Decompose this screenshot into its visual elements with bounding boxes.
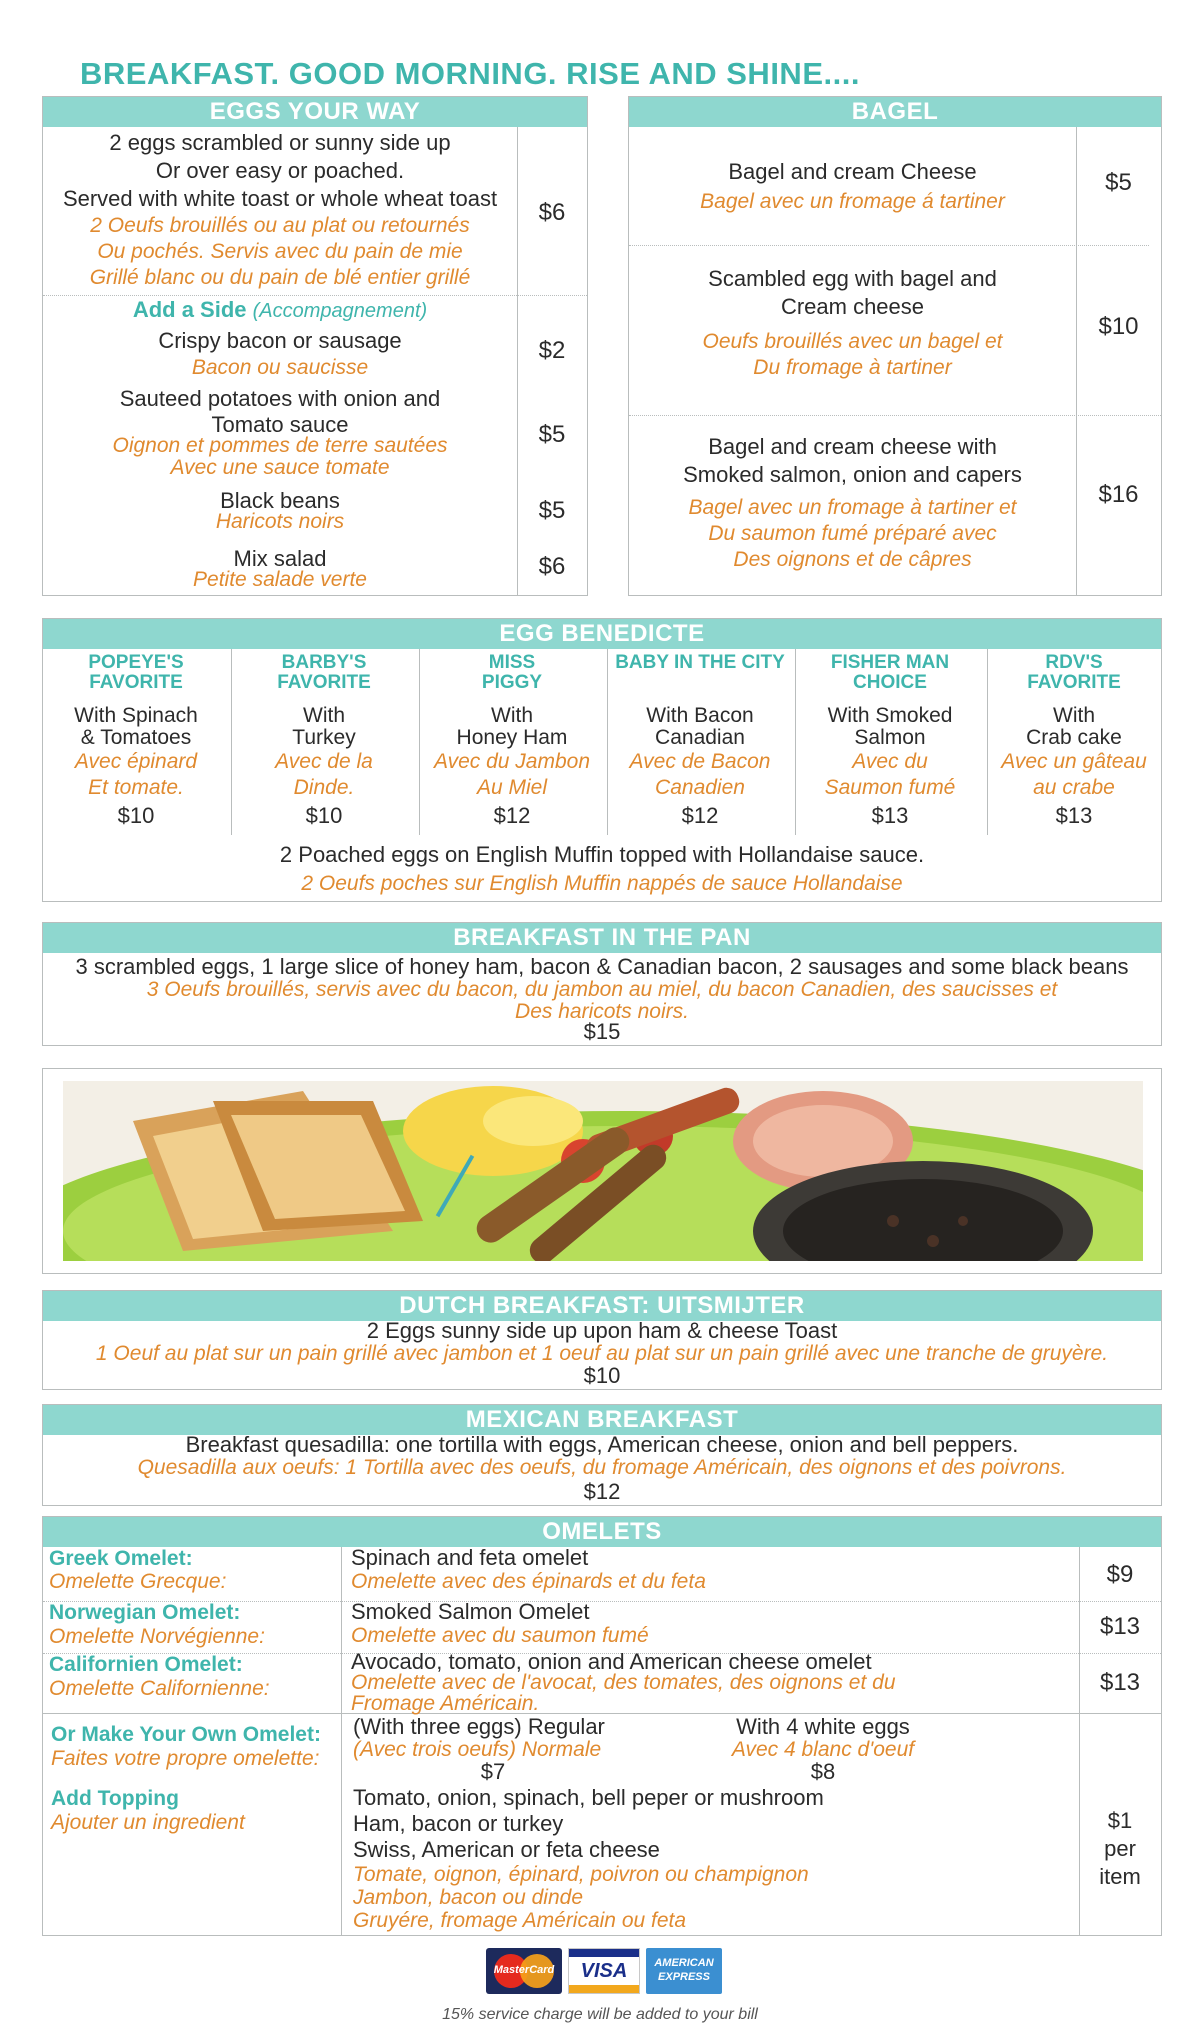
side-salad-price: $6 — [538, 553, 566, 580]
bagel-1-price: $5 — [1105, 169, 1132, 196]
benedict-item-fr: Saumon fumé — [824, 776, 956, 799]
pan-fr-1: 3 Oeufs brouillés, servis avec du bacon, du jambon au miel, du bacon Canadien, des saucisses et — [146, 978, 1058, 1001]
benedict-item-price: $10 — [305, 803, 343, 828]
benedict-item-en: Salmon — [854, 726, 926, 749]
greek-omelet-name: Greek Omelet: — [49, 1547, 193, 1570]
californien-omelet-name: Californien Omelet: — [49, 1653, 243, 1676]
pan-en: 3 scrambled eggs, 1 large slice of honey ham, bacon & Canadian bacon, 2 sausages and some black beans — [75, 954, 1129, 979]
norwegian-omelet-name-fr: Omelette Norvégienne: — [49, 1625, 265, 1648]
bagel-2-fr-2: Du fromage à tartiner — [753, 356, 952, 379]
topping-en-3: Swiss, American or feta cheese — [353, 1837, 660, 1862]
bagel-1-en: Bagel and cream Cheese — [728, 159, 977, 184]
bagel-header: BAGEL — [629, 97, 1161, 127]
add-topping-title: Add Topping — [51, 1787, 179, 1810]
benedict-item-name: CHOICE — [853, 672, 927, 693]
eggs-your-way-section — [42, 96, 588, 596]
eggs-main-fr-1: 2 Oeufs brouillés ou au plat ou retournés — [90, 214, 470, 237]
eggs-main-en-2: Or over easy or poached. — [155, 158, 405, 183]
own-omelet-name: Or Make Your Own Omelet: — [51, 1723, 321, 1746]
topping-fr-3: Gruyére, fromage Américain ou feta — [353, 1909, 687, 1932]
mexican-price: $12 — [583, 1479, 621, 1504]
benedict-header: EGG BENEDICTE — [43, 619, 1161, 649]
own-white-price: $8 — [810, 1759, 836, 1784]
californien-omelet-price: $13 — [1099, 1669, 1141, 1696]
bagel-3-fr-1: Bagel avec un fromage à tartiner et — [688, 496, 1017, 519]
add-topping-title-fr: Ajouter un ingredient — [51, 1811, 245, 1834]
visa-icon: VISA — [568, 1948, 640, 1994]
benedict-item-fr: Canadien — [655, 776, 745, 799]
benedict-item — [231, 653, 417, 831]
add-side-title-fr: (Accompagnement) — [252, 300, 428, 322]
bagel-3-price: $16 — [1098, 481, 1139, 508]
side-salad-en: Mix salad — [233, 546, 327, 571]
side-potatoes-en-1: Sauteed potatoes with onion and — [119, 386, 441, 411]
benedict-item-en: Honey Ham — [456, 726, 568, 749]
benedict-footer-fr: 2 Oeufs poches sur English Muffin nappés de sauce Hollandaise — [301, 872, 903, 895]
eggs-main-en-3: Served with white toast or whole wheat toast — [62, 186, 498, 211]
benedict-item-en: With Bacon — [646, 704, 754, 727]
californien-omelet-fr-2: Fromage Américain. — [351, 1692, 540, 1715]
bagel-3-fr-2: Du saumon fumé préparé avec — [708, 522, 997, 545]
dutch-price: $10 — [583, 1363, 621, 1388]
egg-benedicte-section — [42, 618, 1162, 902]
benedict-item — [795, 653, 985, 831]
eggs-main-price: $6 — [538, 199, 566, 226]
benedict-item-price: $13 — [871, 803, 909, 828]
benedict-item-en: With — [303, 704, 345, 727]
side-salad-fr: Petite salade verte — [193, 568, 367, 591]
mexican-header: MEXICAN BREAKFAST — [43, 1405, 1161, 1435]
own-white-en: With 4 white eggs — [736, 1714, 910, 1739]
omelets-section — [42, 1516, 1162, 1936]
side-beans-fr: Haricots noirs — [215, 510, 345, 533]
topping-en-2: Ham, bacon or turkey — [353, 1811, 564, 1836]
dutch-en: 2 Eggs sunny side up upon ham & cheese Toast — [366, 1318, 838, 1343]
norwegian-omelet-price: $13 — [1099, 1613, 1141, 1640]
side-bacon-fr: Bacon ou saucisse — [191, 356, 369, 379]
benedict-item — [419, 653, 605, 831]
benedict-item-en: Canadian — [655, 726, 745, 749]
mastercard-icon: MasterCard — [486, 1948, 562, 1994]
benedict-item-fr: Avec épinard — [74, 750, 198, 773]
bagel-2-en-2: Cream cheese — [780, 294, 925, 319]
bagel-2-price: $10 — [1098, 313, 1139, 340]
benedict-item-fr: Dinde. — [293, 776, 355, 799]
benedict-item-fr: Avec de la — [275, 750, 373, 773]
benedict-item-en: With — [491, 704, 533, 727]
benedict-item-name: RDV'S — [1045, 652, 1103, 673]
omelets-header: OMELETS — [43, 1517, 1161, 1547]
benedict-item-en: Turkey — [292, 726, 356, 749]
benedict-item-fr: Avec de Bacon — [629, 750, 771, 773]
benedict-item-en: With Smoked — [827, 704, 953, 727]
bagel-1-fr: Bagel avec un fromage á tartiner — [700, 190, 1005, 213]
benedict-item-en: & Tomatoes — [80, 726, 192, 749]
benedict-item — [43, 653, 229, 831]
benedict-item-en: With Spinach — [74, 704, 198, 727]
payment-logos — [486, 1948, 726, 1994]
benedict-item-name: MISS — [488, 652, 536, 673]
eggs-main-fr-3: Grillé blanc ou du pain de blé entier grillé — [89, 266, 471, 289]
topping-fr-2: Jambon, bacon ou dinde — [353, 1886, 584, 1909]
service-charge-note: 15% service charge will be added to your bill — [442, 2006, 758, 2023]
bagel-2-en-1: Scambled egg with bagel and — [708, 266, 997, 291]
mexican-fr: Quesadilla aux oeufs: 1 Tortilla avec des oeufs, du fromage Américain, des oignons et des poivrons. — [137, 1456, 1067, 1479]
pan-price: $15 — [583, 1019, 621, 1044]
benedict-item-price: $12 — [681, 803, 719, 828]
eggs-main-en-1: 2 eggs scrambled or sunny side up — [109, 130, 451, 155]
benedict-item-name: POPEYE'S — [88, 652, 184, 673]
californien-omelet-en: Avocado, tomato, onion and American cheese omelet — [351, 1649, 872, 1674]
side-potatoes-en-2: Tomato sauce — [211, 412, 349, 437]
bagel-3-en-2: Smoked salmon, onion and capers — [683, 462, 1022, 487]
bagel-3-en-1: Bagel and cream cheese with — [708, 434, 997, 459]
benedict-item-name: FAVORITE — [1027, 672, 1121, 693]
greek-omelet-fr: Omelette avec des épinards et du feta — [351, 1570, 706, 1593]
topping-fr-1: Tomate, oignon, épinard, poivron ou champignon — [353, 1863, 809, 1886]
side-potatoes-price: $5 — [538, 421, 566, 448]
benedict-item-price: $10 — [117, 803, 155, 828]
food-photo-frame — [42, 1068, 1162, 1274]
side-bacon-price: $2 — [538, 337, 566, 364]
topping-price-per: per — [1104, 1836, 1136, 1861]
benedict-item-price: $12 — [493, 803, 531, 828]
norwegian-omelet-en: Smoked Salmon Omelet — [351, 1599, 590, 1624]
benedict-item — [607, 653, 793, 831]
dutch-header: DUTCH BREAKFAST: UITSMIJTER — [43, 1291, 1161, 1321]
benedict-footer-en: 2 Poached eggs on English Muffin topped with Hollandaise sauce. — [279, 842, 925, 867]
norwegian-omelet-fr: Omelette avec du saumon fumé — [351, 1624, 649, 1647]
breakfast-pan-section — [42, 922, 1162, 1046]
dutch-fr: 1 Oeuf au plat sur un pain grillé avec jambon et 1 oeuf au plat sur un pain grillé avec une tranche de gruyère. — [95, 1342, 1109, 1365]
californien-omelet-fr-1: Omelette avec de l'avocat, des tomates, des oignons et du — [351, 1671, 896, 1694]
bagel-3-fr-3: Des oignons et de câpres — [733, 548, 972, 571]
dutch-breakfast-section — [42, 1290, 1162, 1390]
own-omelet-name-fr: Faites votre propre omelette: — [51, 1747, 320, 1770]
benedict-item-fr: Et tomate. — [88, 776, 184, 799]
pan-header: BREAKFAST IN THE PAN — [43, 923, 1161, 953]
benedict-item-name: FISHER MAN — [830, 652, 950, 673]
benedict-item-fr: Avec un gâteau — [1001, 750, 1147, 773]
mexican-breakfast-section — [42, 1404, 1162, 1506]
benedict-item-en: With — [1053, 704, 1095, 727]
side-beans-en: Black beans — [220, 488, 340, 513]
side-bacon-en: Crispy bacon or sausage — [158, 328, 402, 353]
benedict-item-en: Crab cake — [1026, 726, 1122, 749]
greek-omelet-name-fr: Omelette Grecque: — [49, 1570, 227, 1593]
page-title: BREAKFAST. GOOD MORNING. RISE AND SHINE.... — [80, 56, 860, 91]
benedict-item-price: $13 — [1055, 803, 1093, 828]
benedict-item-fr: Avec du Jambon — [433, 750, 591, 773]
breakfast-plate-photo — [63, 1081, 1143, 1261]
benedict-item-name: PIGGY — [481, 672, 543, 693]
greek-omelet-en: Spinach and feta omelet — [351, 1545, 589, 1570]
benedict-item-fr: Au Miel — [476, 776, 548, 799]
side-potatoes-fr-2: Avec une sauce tomate — [170, 456, 390, 479]
side-potatoes-fr-1: Oignon et pommes de terre sautées — [112, 434, 448, 457]
norwegian-omelet-name: Norwegian Omelet: — [49, 1601, 241, 1624]
benedict-item-name: BABY IN THE CITY — [615, 652, 785, 673]
topping-price-item: item — [1099, 1864, 1141, 1889]
eggs-main-fr-2: Ou pochés. Servis avec du pain de mie — [97, 240, 463, 263]
benedict-item-fr: au crabe — [1033, 776, 1115, 799]
benedict-item — [987, 653, 1161, 831]
bagel-section — [628, 96, 1162, 596]
side-beans-price: $5 — [538, 497, 566, 524]
benedict-item-name: FAVORITE — [89, 672, 183, 693]
own-regular-price: $7 — [480, 1759, 506, 1784]
add-side-title: Add a Side — [132, 297, 247, 322]
bagel-2-fr-1: Oeufs brouillés avec un bagel et — [702, 330, 1003, 353]
eggs-header: EGGS YOUR WAY — [43, 97, 587, 127]
pan-fr-2: Des haricots noirs. — [515, 1000, 689, 1023]
american-express-icon: AMERICAN EXPRESS — [646, 1948, 722, 1994]
benedict-item-name: FAVORITE — [277, 672, 371, 693]
greek-omelet-price: $9 — [1106, 1561, 1134, 1588]
californien-omelet-name-fr: Omelette Californienne: — [49, 1677, 270, 1700]
own-regular-fr: (Avec trois oeufs) Normale — [353, 1738, 602, 1761]
topping-price: $1 — [1107, 1808, 1133, 1833]
topping-en-1: Tomato, onion, spinach, bell peper or mushroom — [353, 1785, 824, 1810]
mexican-en: Breakfast quesadilla: one tortilla with eggs, American cheese, onion and bell peppers. — [185, 1432, 1019, 1457]
benedict-item-name: BARBY'S — [281, 652, 367, 673]
benedict-item-fr: Avec du — [852, 750, 928, 773]
own-white-fr: Avec 4 blanc d'oeuf — [731, 1738, 915, 1761]
own-regular-en: (With three eggs) Regular — [353, 1714, 605, 1739]
